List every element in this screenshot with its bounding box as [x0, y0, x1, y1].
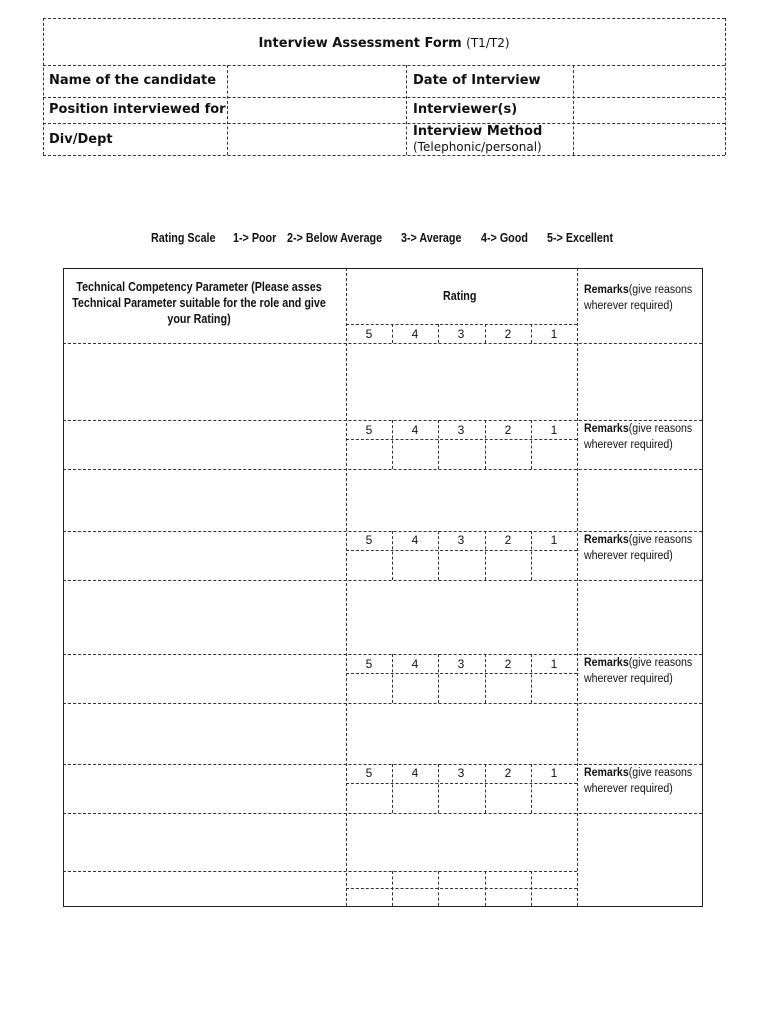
remarks-label-bold: Remarks — [584, 767, 629, 779]
parameter-column-header: Technical Competency Parameter (Please asses Technical Parameter suitable for the role and give your Rating) — [72, 280, 326, 326]
interview-date-field[interactable] — [574, 66, 724, 96]
score-label: 4 — [411, 327, 419, 341]
parameter-entry[interactable] — [64, 581, 346, 654]
score-label: 1 — [550, 533, 558, 547]
parameter-entry[interactable] — [64, 470, 346, 531]
score-label: 3 — [457, 657, 465, 671]
remarks-header-bold: Remarks — [584, 284, 629, 296]
rating-cell-4[interactable] — [393, 784, 438, 813]
remarks-label-bold: Remarks — [584, 657, 629, 669]
remarks-label — [584, 532, 705, 564]
remarks-entry[interactable] — [578, 344, 702, 420]
score-label: 4 — [411, 657, 419, 671]
candidate-name-field[interactable] — [228, 66, 405, 96]
score-label: 5 — [365, 327, 373, 341]
position-label: Position interviewed for — [49, 102, 226, 117]
score-label: 1 — [550, 766, 558, 780]
remarks-label-rest: (give reasons wherever required) — [584, 767, 693, 795]
score-label: 5 — [365, 533, 373, 547]
score-label: 5 — [365, 423, 373, 437]
rating-scale-item: 3-> Average — [401, 231, 462, 245]
rating-cell-1[interactable] — [532, 889, 577, 906]
rating-cell-5[interactable] — [347, 551, 392, 580]
rating-cell-2[interactable] — [486, 551, 531, 580]
remarks-label — [584, 765, 705, 797]
rating-column-header: Rating — [443, 289, 477, 303]
rating-scale-item: 2-> Below Average — [287, 231, 383, 245]
interview-method-field[interactable] — [574, 124, 724, 154]
score-label: 4 — [411, 533, 419, 547]
score-label: 2 — [504, 533, 512, 547]
rating-cell-4[interactable] — [393, 889, 438, 906]
score-label: 3 — [457, 327, 465, 341]
rating-cell-1[interactable] — [532, 440, 577, 469]
remarks-label-rest: (give reasons wherever required) — [584, 657, 693, 685]
rating-cell-3[interactable] — [439, 674, 485, 703]
rating-scale-item: 5-> Excellent — [547, 231, 614, 245]
rating-cell-4[interactable] — [393, 440, 438, 469]
score-label: 3 — [457, 533, 465, 547]
interview-date-label: Date of Interview — [413, 73, 541, 88]
score-label: 1 — [550, 327, 558, 341]
form-title-main: Interview Assessment Form — [258, 36, 462, 51]
rating-cell-4[interactable] — [393, 674, 438, 703]
rating-scale-item: 4-> Good — [481, 231, 528, 245]
remarks-header-rest: (give reasons wherever required) — [584, 284, 693, 312]
score-label: 1 — [550, 657, 558, 671]
remarks-column-header — [584, 282, 705, 314]
rating-cell-5[interactable] — [347, 674, 392, 703]
score-label: 5 — [365, 766, 373, 780]
div-dept-label: Div/Dept — [49, 132, 113, 147]
div-dept-field[interactable] — [228, 124, 405, 154]
rating-cell-3[interactable] — [439, 440, 485, 469]
score-label: 2 — [504, 657, 512, 671]
remarks-label-bold: Remarks — [584, 534, 629, 546]
parameter-entry[interactable] — [64, 704, 346, 764]
remarks-label-bold: Remarks — [584, 423, 629, 435]
rating-cell-5[interactable] — [347, 440, 392, 469]
remarks-label-rest: (give reasons wherever required) — [584, 534, 693, 562]
rating-cell-4[interactable] — [393, 551, 438, 580]
remarks-entry[interactable] — [578, 814, 702, 906]
interview-method-label: Interview Method — [413, 124, 543, 139]
rating-cell-1[interactable] — [532, 674, 577, 703]
rating-cell-1[interactable] — [532, 551, 577, 580]
position-field[interactable] — [228, 98, 405, 122]
rating-cell-3[interactable] — [439, 889, 485, 906]
rating-cell-3[interactable] — [439, 784, 485, 813]
candidate-name-label: Name of the candidate — [49, 73, 217, 88]
parameter-entry[interactable] — [64, 814, 346, 871]
rating-cell-5[interactable] — [347, 784, 392, 813]
form-title-suffix: (T1/T2) — [466, 36, 510, 50]
remarks-label — [584, 655, 705, 687]
rating-cell-1[interactable] — [532, 784, 577, 813]
remarks-label-rest: (give reasons wherever required) — [584, 423, 693, 451]
rating-cell-2[interactable] — [486, 889, 531, 906]
rating-cell-2[interactable] — [486, 784, 531, 813]
score-label: 2 — [504, 327, 512, 341]
interviewers-label: Interviewer(s) — [413, 102, 518, 117]
rating-cell-3[interactable] — [439, 551, 485, 580]
score-label: 1 — [550, 423, 558, 437]
rating-cell-5[interactable] — [347, 889, 392, 906]
rating-scale-item: 1-> Poor — [233, 231, 277, 245]
score-label: 3 — [457, 766, 465, 780]
rating-cell-2[interactable] — [486, 674, 531, 703]
interviewers-field[interactable] — [574, 98, 724, 122]
interview-method-hint: (Telephonic/personal) — [413, 140, 542, 154]
form-title — [43, 34, 725, 52]
parameter-entry[interactable] — [64, 344, 346, 420]
score-label: 2 — [504, 423, 512, 437]
rating-cell-2[interactable] — [486, 440, 531, 469]
score-label: 3 — [457, 423, 465, 437]
score-label: 4 — [411, 766, 419, 780]
rating-scale-label: Rating Scale — [151, 231, 216, 245]
score-label: 5 — [365, 657, 373, 671]
score-label: 2 — [504, 766, 512, 780]
score-label: 4 — [411, 423, 419, 437]
remarks-label — [584, 421, 705, 453]
